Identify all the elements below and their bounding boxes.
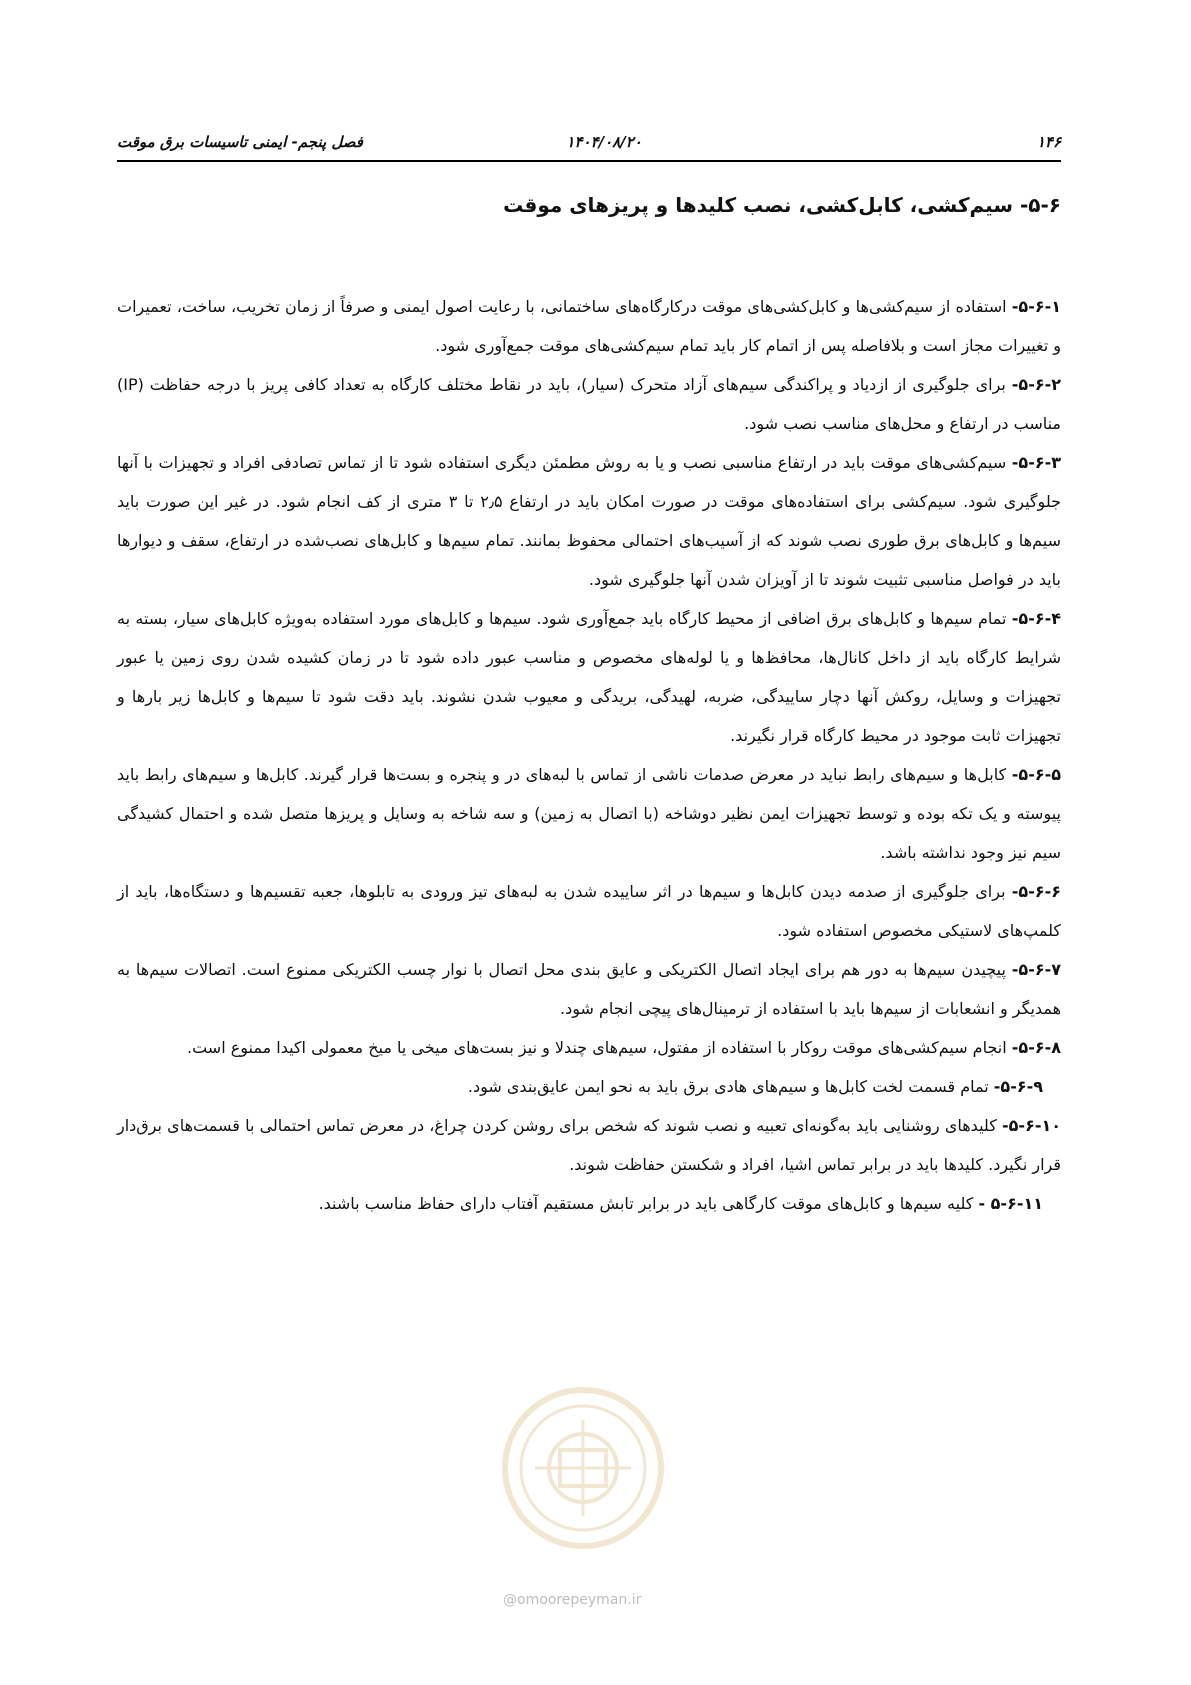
paragraph-text: تمام قسمت لخت کابل‌ها و سیم‌های هادی برق باید به نحو ایمن عایق‌بندی شود.	[467, 1077, 994, 1096]
paragraph-number: ۵-۶-۵-	[1011, 765, 1061, 784]
paragraph	[117, 443, 1061, 599]
paragraph-number: ۵-۶-۸-	[1011, 1038, 1061, 1057]
paragraph-text: کلیدهای روشنایی باید به‌گونه‌ای تعبیه و نصب شوند که شخص برای روشن کردن چراغ، در معرض تماس احتمالی با قسمت‌های برق‌دار قرار نگیرد. کلیدها باید در برابر تماس اشیا، افراد و شکستن حفاظت شوند.	[117, 1116, 1061, 1174]
paragraph	[117, 872, 1061, 950]
header-date: ۱۴۰۴/۰۸/۲۰	[566, 133, 642, 151]
header-divider	[117, 160, 1061, 162]
paragraph-number: ۵-۶-۷-	[1011, 960, 1061, 979]
paragraph-text: سیم‌کشی‌های موقت باید در ارتفاع مناسبی نصب و یا به روش مطمئن دیگری استفاده شود تا از تماس تصادفی افراد و تجهیزات با آنها جلوگیری شود. سیم‌کشی برای استفاده‌های موقت در صورت امکان باید در ارتفاع ۲٫۵ تا ۳ متری از کف انجام شود. در غیر این صورت باید سیم‌ها و کابل‌های برق طوری نصب شوند که از آسیب‌های احتمالی محفوظ بمانند. تمام سیم‌ها و کابل‌های نصب‌شده در ارتفاع، سقف و دیوارها باید در فواصل مناسبی تثبیت شوند تا از آویزان شدن آنها جلوگیری شود.	[117, 453, 1062, 589]
paragraph	[117, 287, 1061, 365]
paragraph-text: پیچیدن سیم‌ها به دور هم برای ایجاد اتصال الکتریکی و عایق بندی محل اتصال با نوار چسب الکتریکی ممنوع است. اتصالات سیم‌ها به همدیگر و انشعابات از سیم‌ها باید با استفاده از ترمینال‌های پیچی انجام شود.	[117, 960, 1061, 1018]
paragraph-text: برای جلوگیری از ازدیاد و پراکندگی سیم‌های آزاد متحرک (سیار)، باید در نقاط مختلف کارگاه به تعداد کافی پریز با درجه حفاظت (IP) مناسب در ارتفاع و محل‌های مناسب نصب شود.	[117, 375, 1061, 433]
paragraph-text: کابل‌ها و سیم‌های رابط نباید در معرض صدمات ناشی از تماس با لبه‌های در و پنجره و بست‌ها قرار گیرند. کابل‌ها و سیم‌های رابط باید پیوسته و یک تکه بوده و توسط تجهیزات ایمن نظیر دوشاخه (با اتصال به زمین) و سه شاخه به وسایل و پریزها متصل شده و احتمال کشیدگی سیم نیز وجود نداشته باشد.	[117, 765, 1061, 862]
paragraph-number: ۵-۶-۹-	[993, 1077, 1043, 1096]
paragraph-number: ۵-۶-۱۱ -	[978, 1194, 1043, 1213]
paragraph-number: ۵-۶-۱-	[1011, 297, 1061, 316]
paragraph	[117, 755, 1061, 872]
paragraph-text: تمام سیم‌ها و کابل‌های برق اضافی از محیط کارگاه باید جمع‌آوری شود. سیم‌ها و کابل‌های مورد استفاده به‌ویژه کابل‌های سیار، بسته به شرایط کارگاه باید از داخل کانال‌ها، محافظ‌ها و یا لوله‌های مخصوص و مناسب عبور داده شود تا در زمان کشیده شدن روی زمین یا عبور تجهیزات و وسایل، روکش آنها دچار ساییدگی، ضربه، لهیدگی، بریدگی و معیوب شدن نشوند. باید دقت شود تا سیم‌ها و کابل‌ها زیر بارها و تجهیزات ثابت موجود در محیط کارگاه قرار نگیرند.	[117, 609, 1061, 745]
paragraph-number: ۵-۶-۴-	[1011, 609, 1061, 628]
seal-logo-icon	[498, 1380, 668, 1560]
paragraph-text: انجام سیم‌کشی‌های موقت روکار با استفاده از مفتول، سیم‌های چندلا و نیز بست‌های میخی یا میخ معمولی اکیدا ممنوع است.	[186, 1038, 1012, 1057]
page-number: ۱۴۶	[1036, 133, 1061, 151]
paragraph-number: ۵-۶-۱۰-	[1002, 1116, 1061, 1135]
body-text	[117, 287, 1061, 1223]
paragraph	[117, 1184, 1061, 1223]
paragraph	[117, 365, 1061, 443]
paragraph-number: ۵-۶-۶-	[1011, 882, 1061, 901]
paragraph	[117, 1028, 1061, 1067]
paragraph	[117, 599, 1061, 755]
chapter-title: فصل پنجم- ایمنی تاسیسات برق موقت	[117, 133, 363, 151]
paragraph-number: ۵-۶-۲-	[1011, 375, 1061, 394]
paragraph	[117, 950, 1061, 1028]
section-heading: ۵-۶- سیم‌کشی، کابل‌کشی، نصب کلیدها و پریزهای موقت	[503, 193, 1061, 217]
page-header	[117, 130, 1061, 154]
watermark-url: @omoorepeyman.ir	[503, 1592, 642, 1608]
paragraph-number: ۵-۶-۳-	[1011, 453, 1061, 472]
paragraph-text: برای جلوگیری از صدمه دیدن کابل‌ها و سیم‌ها در اثر ساییده شدن به لبه‌های تیز ورودی به تابلوها، جعبه تقسیم‌ها و دستگاه‌ها، باید از کلمپ‌های لاستیکی مخصوص استفاده شود.	[117, 882, 1061, 940]
paragraph	[117, 1106, 1061, 1184]
paragraph-text: کلیه سیم‌ها و کابل‌های موقت کارگاهی باید در برابر تابش مستقیم آفتاب دارای حفاظ مناسب باشند.	[318, 1194, 979, 1213]
paragraph	[117, 1067, 1061, 1106]
paragraph-text: استفاده از سیم‌کشی‌ها و کابل‌کشی‌های موقت درکارگاه‌های ساختمانی، با رعایت اصول ایمنی و صرفاً از زمان تخریب، ساخت، تعمیرات و تغییرات مجاز است و بلافاصله پس از اتمام کار باید تمام سیم‌کشی‌های موقت جمع‌آوری شود.	[117, 297, 1061, 355]
